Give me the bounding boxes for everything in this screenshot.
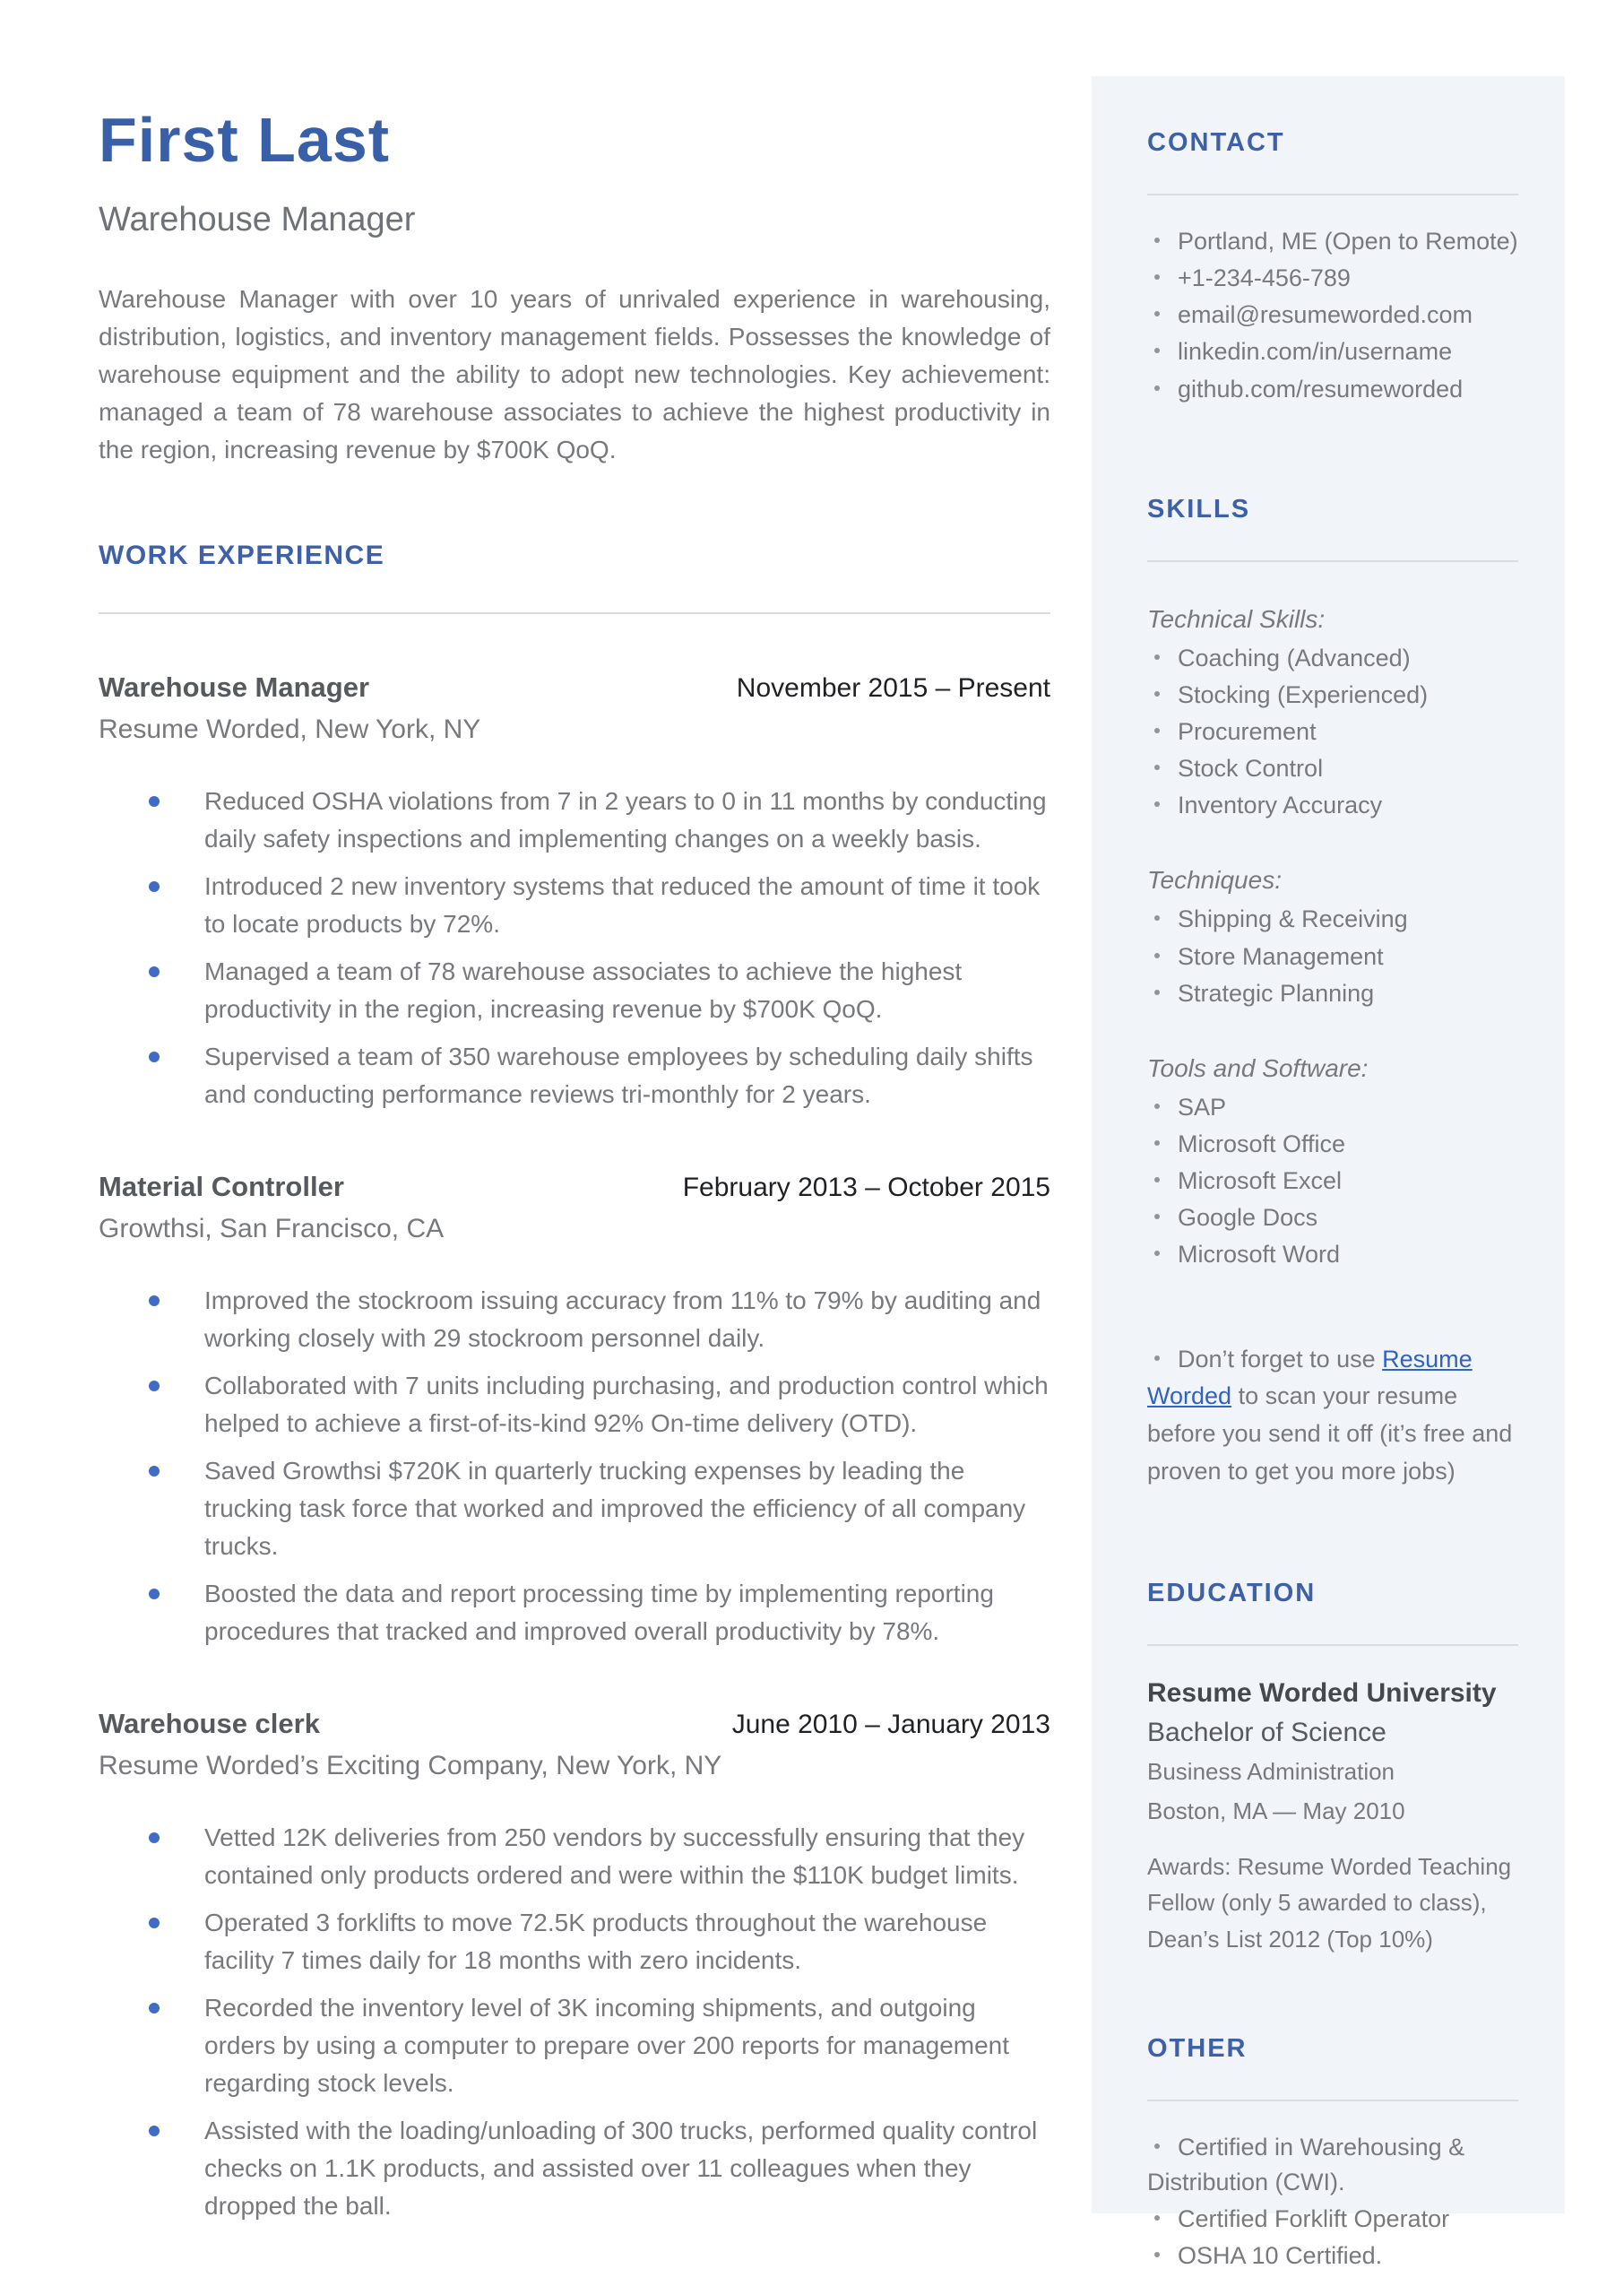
skill-item-text: Microsoft Word — [1178, 1241, 1341, 1269]
skills-list — [1147, 902, 1518, 1010]
bullet-dot-icon — [1154, 654, 1160, 660]
bullet-dot-icon — [1154, 728, 1160, 733]
contact-item-github — [1147, 372, 1518, 407]
job-title: Material Controller — [99, 1171, 344, 1202]
bullet-dot-icon — [1154, 801, 1160, 807]
resume-worded-link[interactable]: Resume Worded — [1147, 1345, 1473, 1410]
job-entry — [99, 1171, 1050, 1650]
skill-item-text: Coaching (Advanced) — [1178, 644, 1411, 671]
summary-paragraph: Warehouse Manager with over 10 years of unrivaled experience in warehousing, distribution, logistics, and inventory management fields. Possesses the knowledge of warehouse equipment and the ability to adopt new technologies. Key achievement: managed a team of 78 warehouse associates to achieve the highest productivity in the region, increasing revenue by $700K QoQ. — [99, 285, 1050, 463]
skills-group-techniques — [1147, 866, 1518, 1010]
skill-item — [1147, 751, 1518, 786]
skills-heading: SKILLS — [1147, 494, 1251, 524]
person-name: First Last — [99, 105, 391, 175]
bullet-dot-icon — [1154, 915, 1160, 921]
job-company: Resume Worded, New York, NY — [99, 714, 481, 744]
bullet-dot-icon — [1154, 311, 1160, 316]
skill-item — [1147, 1090, 1518, 1125]
contact-item-text: linkedin.com/in/username — [1178, 338, 1453, 366]
other-item-text: OSHA 10 Certified. — [1178, 2242, 1383, 2270]
job-bullet: Saved Growthsi $720K in quarterly trucking expenses by leading the trucking task force that worked and improved the efficiency of all company trucks. — [149, 1452, 1050, 1565]
contact-item-text: +1-234-456-789 — [1178, 264, 1351, 292]
bullet-dot-icon — [1154, 1214, 1160, 1219]
work-experience-heading: WORK EXPERIENCE — [99, 541, 385, 570]
divider — [1147, 2100, 1518, 2101]
job-dates: November 2015 – Present — [736, 673, 1050, 703]
skill-item — [1147, 1164, 1518, 1199]
other-list — [1147, 2130, 1518, 2274]
bullet-dot-icon — [1154, 1104, 1160, 1109]
job-bullet: Collaborated with 7 units including purchasing, and production control which helped to achieve a first-of-its-kind 92% On-time delivery (OTD). — [149, 1367, 1050, 1442]
divider — [1147, 560, 1518, 562]
skill-item — [1147, 678, 1518, 713]
skills-group-label: Tools and Software: — [1147, 1053, 1369, 1082]
skill-item-text: Inventory Accuracy — [1178, 792, 1383, 819]
skill-item-text: Microsoft Excel — [1178, 1167, 1343, 1195]
other-section — [1147, 2034, 1518, 2274]
resume-main-column — [99, 104, 1050, 2235]
skills-group-label: Techniques: — [1147, 866, 1282, 895]
job-header — [99, 1171, 1050, 1203]
contact-heading: CONTACT — [1147, 128, 1285, 157]
education-major: Business Administration — [1147, 1757, 1395, 1785]
divider — [1147, 194, 1518, 195]
job-bullet-list — [99, 1282, 1050, 1650]
other-heading: OTHER — [1147, 2033, 1248, 2063]
job-title: Warehouse clerk — [99, 1708, 320, 1739]
other-item — [1147, 2239, 1518, 2273]
divider — [1147, 1644, 1518, 1646]
job-dates: February 2013 – October 2015 — [682, 1173, 1050, 1202]
bullet-dot-icon — [1154, 1140, 1160, 1146]
skills-group-label: Technical Skills: — [1147, 604, 1326, 633]
job-bullet: Supervised a team of 350 warehouse employees by scheduling daily shifts and conducting performance reviews tri-monthly for 2 years. — [149, 1038, 1050, 1113]
skill-item — [1147, 641, 1518, 676]
other-item-text: Certified in Warehousing & Distribution (CWI). — [1147, 2133, 1465, 2196]
bullet-dot-icon — [1154, 2143, 1160, 2149]
skill-item — [1147, 1237, 1518, 1272]
bullet-dot-icon — [1154, 274, 1160, 280]
bullet-dot-icon — [1154, 1355, 1160, 1361]
education-degree: Bachelor of Science — [1147, 1717, 1386, 1747]
other-item-text: Certified Forklift Operator — [1178, 2205, 1450, 2233]
person-role: Warehouse Manager — [99, 201, 416, 238]
skill-item-text: Shipping & Receiving — [1178, 905, 1408, 933]
job-dates: June 2010 – January 2013 — [731, 1710, 1050, 1739]
job-bullet: Managed a team of 78 warehouse associates to achieve the highest productivity in the region, increasing revenue by $700K QoQ. — [149, 953, 1050, 1028]
contact-item-text: Portland, ME (Open to Remote) — [1178, 228, 1518, 255]
skill-item-text: Google Docs — [1178, 1204, 1318, 1232]
education-heading: EDUCATION — [1147, 1578, 1317, 1607]
bullet-dot-icon — [1154, 348, 1160, 353]
skills-list — [1147, 1090, 1518, 1273]
bullet-dot-icon — [1154, 1177, 1160, 1182]
bullet-dot-icon — [1154, 2252, 1160, 2257]
resume-sidebar — [1092, 76, 1565, 2270]
skill-item-text: Stocking (Experienced) — [1178, 680, 1429, 708]
bullet-dot-icon — [1154, 953, 1160, 958]
job-bullet: Introduced 2 new inventory systems that reduced the amount of time it took to locate products by 72%. — [149, 868, 1050, 943]
education-school: Resume Worded University — [1147, 1677, 1497, 1708]
skill-item-text: Strategic Planning — [1178, 979, 1375, 1007]
contact-item-email — [1147, 298, 1518, 333]
education-location-date: Boston, MA — May 2010 — [1147, 1797, 1405, 1824]
skill-item — [1147, 788, 1518, 823]
job-title: Warehouse Manager — [99, 671, 370, 703]
skills-group-technical — [1147, 605, 1518, 824]
job-bullet: Boosted the data and report processing time by implementing reporting procedures that tracked and improved overall productivity by 78%. — [149, 1575, 1050, 1650]
job-company: Growthsi, San Francisco, CA — [99, 1214, 445, 1243]
other-item — [1147, 2202, 1518, 2237]
bullet-dot-icon — [1154, 238, 1160, 243]
skills-group-tools — [1147, 1054, 1518, 1273]
skill-item — [1147, 976, 1518, 1011]
job-bullet: Vetted 12K deliveries from 250 vendors by successfully ensuring that they contained only products ordered and were within the $110K budget limits. — [149, 1819, 1050, 1894]
contact-list — [1147, 224, 1518, 407]
skill-item-text: SAP — [1178, 1093, 1227, 1121]
skill-item — [1147, 902, 1518, 937]
skills-list — [1147, 641, 1518, 824]
other-item — [1147, 2130, 1518, 2200]
bullet-dot-icon — [1154, 2215, 1160, 2221]
note-text-prefix: Don’t forget to use — [1178, 1345, 1383, 1373]
skill-item — [1147, 714, 1518, 749]
skill-item-text: Microsoft Office — [1178, 1130, 1346, 1157]
bullet-dot-icon — [1154, 990, 1160, 995]
divider — [99, 612, 1050, 614]
contact-item-text: email@resumeworded.com — [1178, 301, 1473, 329]
education-section — [1147, 1579, 1518, 1957]
contact-item-text: github.com/resumeworded — [1178, 375, 1464, 403]
skill-item-text: Stock Control — [1178, 755, 1324, 783]
skill-item — [1147, 940, 1518, 974]
bullet-dot-icon — [1154, 765, 1160, 770]
job-entry — [99, 671, 1050, 1113]
job-company: Resume Worded’s Exciting Company, New York, NY — [99, 1751, 722, 1780]
bullet-dot-icon — [1154, 385, 1160, 391]
bullet-dot-icon — [1154, 691, 1160, 697]
job-bullet-list — [99, 1819, 1050, 2225]
job-bullet: Reduced OSHA violations from 7 in 2 years to 0 in 11 months by conducting daily safety inspections and implementing changes on a weekly basis. — [149, 783, 1050, 858]
skill-item-text: Procurement — [1178, 717, 1317, 745]
job-header — [99, 1708, 1050, 1740]
job-bullet: Assisted with the loading/unloading of 300 trucks, performed quality control checks on 1.1K products, and assisted over 11 colleagues when they dropped the ball. — [149, 2112, 1050, 2225]
skills-section — [1147, 495, 1518, 1491]
skill-item — [1147, 1200, 1518, 1235]
note-text-suffix: to scan your resume before you send it off (it’s free and proven to get you more jobs) — [1147, 1382, 1513, 1485]
skill-item-text: Store Management — [1178, 942, 1384, 970]
contact-item-linkedin — [1147, 334, 1518, 369]
job-header — [99, 671, 1050, 704]
bullet-dot-icon — [1154, 1251, 1160, 1256]
job-bullet-list — [99, 783, 1050, 1113]
contact-item-location — [1147, 224, 1518, 259]
education-awards: Awards: Resume Worded Teaching Fellow (only 5 awarded to class), Dean’s List 2012 (Top 10%) — [1147, 1853, 1512, 1953]
job-entry — [99, 1708, 1050, 2225]
job-bullet: Improved the stockroom issuing accuracy from 11% to 79% by auditing and working closely with 29 stockroom personnel daily. — [149, 1282, 1050, 1357]
job-bullet: Operated 3 forklifts to move 72.5K products throughout the warehouse facility 7 times daily for 18 months with zero incidents. — [149, 1904, 1050, 1979]
resume-worded-note — [1147, 1341, 1518, 1491]
job-bullet: Recorded the inventory level of 3K incoming shipments, and outgoing orders by using a computer to prepare over 200 reports for management regarding stock levels. — [149, 1989, 1050, 2102]
skill-item — [1147, 1127, 1518, 1162]
contact-item-phone — [1147, 261, 1518, 296]
